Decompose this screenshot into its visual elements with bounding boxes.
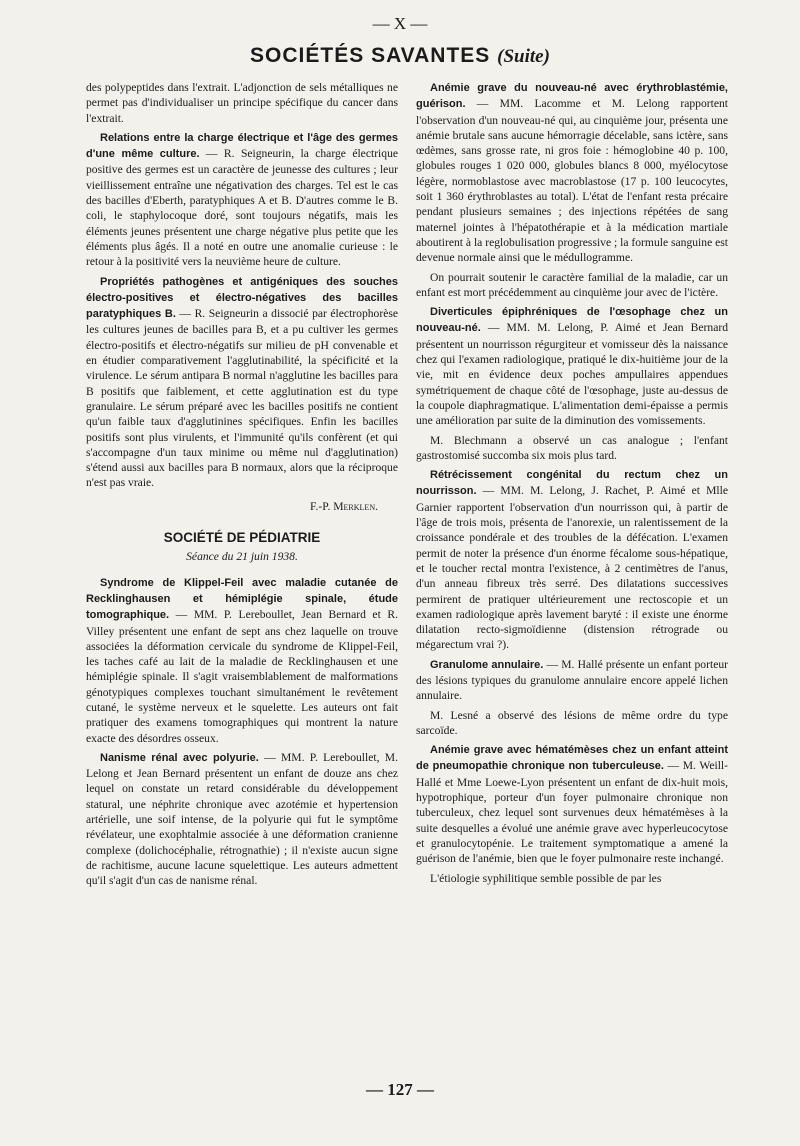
article-heading: Granulome annulaire.	[430, 658, 544, 671]
signature: F.-P. Merklen.	[310, 499, 378, 513]
section-heading: SOCIÉTÉ DE PÉDIATRIE	[163, 530, 321, 546]
article-heading: Rétrécissement congénital du rectum chez un nourrisson.	[416, 469, 728, 498]
left-column	[86, 80, 398, 893]
article-anemie-nouveau-ne: Anémie grave du nouveau-né avec érythroblastémie, guérison. — MM. Lacomme et M. Lelong rapportent l'observation d'un nouveau-né qui, au cinquième jour, présenta une anémie brutale sans aucune hémorragie décelable, sans ictère, sans œdèmes, sans grosse rate, ni gros foie : hémoglobine 40 p. 100, globules rouges 1 020 000, globules blancs 8 000, myélocytose légère, normoblastose avec macroblastose (17 p. 100 leucocytes, soit 1 360 érythroblastes au total). L'état de l'enfant resta précaire pendant plusieurs semaines ; des injections répétées de sang maternel jointes à l'hépatothérapie et à la médication martiale aboutirent à la reglobulisation progressive ; la formule sanguine est devenue normale ainsi que le médullogramme.	[416, 82, 728, 265]
author: M. Weill-Hallé et Mme Loewe-Lyon	[416, 759, 729, 789]
author: R. Seigneurin	[223, 147, 292, 161]
article-klippel-feil: Syndrome de Klippel-Feil avec maladie cutanée de Recklinghausen et hémiplégie spinale, étude tomographique. — MM. P. Lereboullet, Jean Bernard et R. Villey présentent une enfant de sept ans chez laquelle on trouve associées la déformation cervicale du syndrome de Klippel-Feil, les taches café au lait de la maladie de Recklinghausen et une hémiplégie spinale. Il s'agit vraisemblablement de malformations génotypiques complexes touchant simultanément le revêtement cutané, le système nerveux et le squelette. Les auteurs ont fait pratiquer des examens tomographiques qui montrent la nature exacte des désordres osseux.	[86, 576, 398, 745]
article-heading: Propriétés pathogènes et antigéniques des souches électro-positives et électro-négatives des bacilles paratyphiques B.	[86, 275, 398, 321]
page-number: — 127 —	[366, 1080, 434, 1099]
author: M. Hallé	[561, 657, 603, 671]
article-heading: Relations entre la charge électrique et l'âge des germes d'une même culture.	[86, 131, 398, 161]
author: MM. Lacomme et M. Lelong	[499, 97, 670, 111]
author: MM. M. Lelong, J. Rachet, P. Aimé et Mlle Garnier	[416, 484, 728, 514]
paragraph: M. Lesné a observé des lésions de même ordre du type sarcoïde.	[416, 708, 728, 737]
article-heading: Anémie grave avec hématémèses chez un enfant atteint de pneumopathie chronique non tuberculeuse.	[416, 744, 728, 773]
paragraph: On pourrait soutenir le caractère familial de la maladie, car un enfant est mort précédemment au cinquième jour avec de l'ictère.	[416, 270, 728, 299]
author: MM. M. Lelong, P. Aimé et Jean Bernard	[506, 321, 728, 335]
title-suffix: (Suite)	[497, 46, 550, 67]
paragraph: M. Blechmann a observé un cas analogue ; l'enfant gastrostomisé succomba six mois plus tard.	[416, 433, 728, 462]
seance-date: Séance du 21 juin 1938.	[186, 550, 298, 564]
author: MM. P. Lereboullet, Jean Bernard et R. Villey	[86, 608, 398, 638]
article-proprietes-pathogenes: Propriétés pathogènes et antigéniques des souches électro-positives et électro-négatives des bacilles paratyphiques B. — R. Seigneurin a dissocié par électrophorèse les cultures jeunes de bacilles para B, et a pu cultiver les germes électro-positifs et électro-négatifs sur milieu de pH convenable et en étudier comparativement l'agglutinabilité, la spécificité et la virulence. Le sérum antipara B normal n'agglutine les bacilles para B positifs que faiblement, et cette agglutination est du type granulaire. Le sérum préparé avec les bacilles positifs ne contient qu'un faible taux d'agglutinines spécifiques. Enfin les bacilles positifs sont plus virulents, et l'immunité qu'ils confèrent (et qui s'accompagne d'un taux minime ou même nul d'agglutination) s'étend aussi aux bacilles para B normaux, alors que la réciproque n'est pas vraie.	[86, 275, 399, 490]
paragraph: L'étiologie syphilitique semble possible de par les	[430, 871, 662, 885]
article-heading: Diverticules épiphréniques de l'œsophage chez un nouveau-né.	[416, 306, 728, 335]
article-nanisme-renal: Nanisme rénal avec polyurie. — MM. P. Lereboullet, M. Lelong et Jean Bernard présentent un enfant de douze ans chez lequel on constate un retard considérable du développement statural, une néphrite chronique avec azotémie et hypertension artérielle, une soif intense, de la polyurie qui fut le symptôme révélateur, une exophtalmie associée à une déformation cranienne complexe (dolichocéphalie, rétrognathie) ; il n'existe aucun signe de rachitisme, aucune lacune squelettique. Les auteurs admettent qu'il s'agit d'un cas de nanisme rénal.	[86, 750, 399, 888]
author: R. Seigneurin	[194, 307, 259, 321]
folio-number: — X —	[372, 14, 428, 33]
article-diverticules: Diverticules épiphréniques de l'œsophage chez un nouveau-né. — MM. M. Lelong, P. Aimé et Jean Bernard présentent un nourrisson régurgiteur et vomisseur dès la naissance chez qui l'examen radiologique, pratiqué le dix-huitième jour de la vie, mit en évidence deux poches ampullaires appendues symétriquement de chaque côté de l'œsophage, juste au-dessus de la coupole diaphragmatique. L'alimentation demi-épaisse a permis une amélioration par suite de la diminution des vomissements.	[416, 306, 728, 428]
paragraph: des polypeptides dans l'extrait. L'adjonction de sels métalliques ne permet pas d'individualiser un principe spécifique du cancer dans l'extrait.	[86, 81, 398, 125]
right-column	[416, 80, 728, 890]
article-heading: Anémie grave du nouveau-né avec érythroblastémie, guérison.	[416, 82, 728, 111]
page-title	[0, 44, 800, 68]
article-heading: Syndrome de Klippel-Feil avec maladie cutanée de Recklinghausen et hémiplégie spinale, étude tomographique.	[86, 576, 398, 622]
article-anemie-hematemeses: Anémie grave avec hématémèses chez un enfant atteint de pneumopathie chronique non tuberculeuse. — M. Weill-Hallé et Mme Loewe-Lyon présentent un enfant de dix-huit mois, hypotrophique, porteur d'un foyer pulmonaire chronique non tuberculeux, chez lequel sont survenues deux hématémèses à la suite desquelles a évolué une anémie grave avec hyperleucocytose et granulocytopénie. Le traitement symptomatique a amené la guérison de l'anémie, bien que le foyer pulmonaire reste inchangé.	[416, 744, 729, 866]
article-granulome: Granulome annulaire. — M. Hallé présente un enfant porteur des lésions typiques du granulome annulaire encore appelé lichen annulaire.	[416, 657, 728, 703]
article-relations-charge: Relations entre la charge électrique et l'âge des germes d'une même culture. — R. Seigneurin, la charge électrique positive des germes est un caractère de jeunesse des cultures ; leur vieillissement entraîne une négativation des charges. Tel est le cas des bacilles d'Eberth, paratyphiques A et B. D'autres comme le B. coli, le staphylocoque doré, sont toujours négatifs, mais les éléments jeunes présentent une charge négative plus petite que les éléments plus âgés. Il a noté en outre une anomalie curieuse : le retour à la positivité vers la neuvième heure de culture.	[86, 131, 399, 269]
author: MM. P. Lereboullet, M. Lelong et Jean Bernard	[86, 750, 398, 781]
author: M. Lesné	[430, 708, 479, 722]
article-heading: Nanisme rénal avec polyurie.	[100, 751, 259, 764]
title-text: SOCIÉTÉS SAVANTES	[250, 44, 491, 67]
article-retrecissement-rectum: Rétrécissement congénital du rectum chez un nourrisson. — MM. M. Lelong, J. Rachet, P. Aimé et Mlle Garnier rapportent l'observation d'un nourrisson qui, à partir de l'âge de trois mois, présenta de l'anorexie, un ralentissement de la croissance pondérale et des troubles de la défécation. L'examen permit de noter la présence d'un énorme fécalome sous-hépatique, et le toucher rectal montra l'existence, à 2 centimètres de l'anus, d'un anneau fibreux très serré. Des dilatations successives permirent de pratiquer ultérieurement une rectoscopie et un examen radiologique après lavement baryté : il existe une énorme dilatation recto-sigmoïdienne (distension rétrograde ou mégarectum vrai ?).	[416, 469, 728, 652]
author: M. Blechmann	[430, 433, 507, 447]
